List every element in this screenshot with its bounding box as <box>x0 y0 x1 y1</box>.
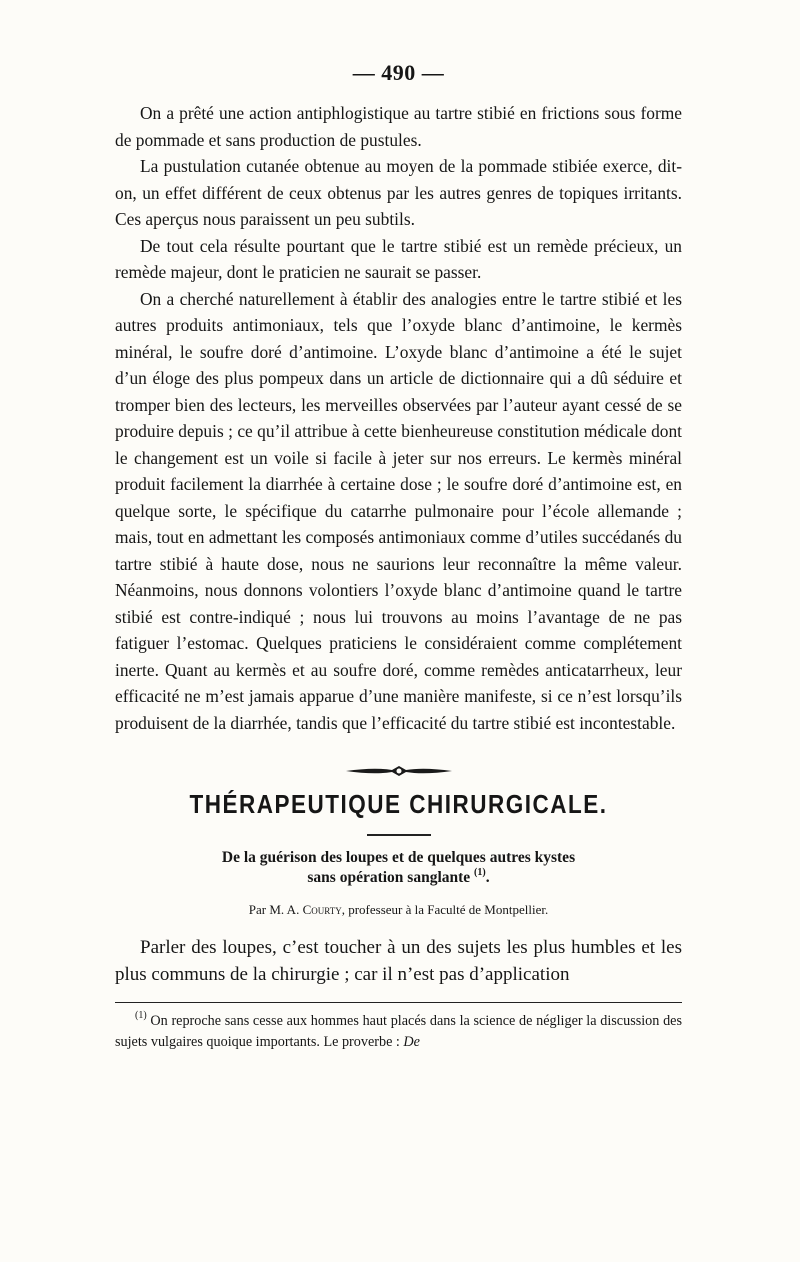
article-intro <box>115 934 682 988</box>
heading-rule <box>367 834 431 836</box>
ornamental-separator <box>115 764 682 778</box>
article-title-line-2: sans opération sanglante <box>307 869 471 886</box>
footnote-italic-tail: De <box>403 1034 420 1050</box>
byline-suffix: , professeur à la Faculté de Montpellier. <box>341 902 549 917</box>
author-name: Courty <box>302 902 342 917</box>
paragraph: On a prêté une action antiphlogistique au tartre stibié en frictions sous forme de pommade et sans production de pustules. <box>115 103 682 150</box>
footnote-text: On reproche sans cesse aux hommes haut placés dans la science de négliger la discussion des sujets vulgaires quoique importants. Le proverbe : <box>115 1013 682 1050</box>
ornament-icon <box>344 764 454 778</box>
paragraph: De tout cela résulte pourtant que le tartre stibié est un remède précieux, un remède majeur, dont le praticien ne saurait se passer. <box>115 235 682 282</box>
footnote-marker: (1) <box>135 1010 147 1021</box>
paragraph: On a cherché naturellement à établir des analogies entre le tartre stibié et les autres produits antimoniaux, tels que l’oxyde blanc d’antimoine, le kermès minéral, le soufre doré d’antimoine. L’oxyde blanc d’antimoine a été le sujet d’un éloge des plus pompeux dans un article de dictionnaire qui a dû séduire et tromper bien des lecteurs, les merveilles observées par l’auteur ayant cessé de se produire depuis ; ce qu’il attribue à cette bienheureuse constitution médicale dont le changement est un voile si facile à jeter sur nos erreurs. Le kermès minéral produit facilement la diarrhée à certaine dose ; le soufre doré d’antimoine est, en quelque sorte, le spécifique du catarrhe pulmonaire pour l’école allemande ; mais, tout en admettant les composés antimoniaux comme d’utiles succédanés du tartre stibié à haute dose, nous ne saurions leur reconnaître la même valeur. Néanmoins, nous donnons volontiers l’oxyde blanc d’antimoine quand le tartre stibié est contre-indiqué ; nous lui trouvons au moins l’avantage de ne pas fatiguer l’estomac. Quelques praticiens le considéraient comme complétement inerte. Quant au kermès et au soufre doré, comme remèdes anticatarrheux, leur efficacité ne m’est jamais apparue d’une manière manifeste, si ce n’est lorsqu’ils produisent de la diarrhée, tandis que l’efficacité du tartre stibié est incontestable. <box>115 288 682 733</box>
footnote-reference: (1) <box>474 867 486 878</box>
footnote <box>115 1011 682 1053</box>
article-title-line-1: De la guérison des loupes et de quelques autres kystes <box>221 849 576 866</box>
page-number: — 490 — <box>352 60 445 85</box>
byline <box>115 902 682 918</box>
document-page <box>115 60 682 1053</box>
body-text <box>115 100 682 736</box>
article-title: De la guérison des loupes et de quelques autres kystes sans opération sanglante $^{(1)}$. <box>221 849 576 886</box>
section-heading: THÉRAPEUTIQUE CHIRURGICALE. <box>189 790 608 819</box>
paragraph: La pustulation cutanée obtenue au moyen de la pommade stibiée exerce, dit-on, un effet différent de ceux obtenus par les autres genres de topiques irritants. Ces aperçus nous paraissent un peu subtils. <box>115 156 682 229</box>
footnote-divider <box>115 1002 682 1003</box>
intro-paragraph: Parler des loupes, c’est toucher à un des sujets les plus humbles et les plus communs de la chirurgie ; car il n’est pas d’application <box>115 937 682 985</box>
byline-prefix: Par M. A. <box>248 902 300 917</box>
